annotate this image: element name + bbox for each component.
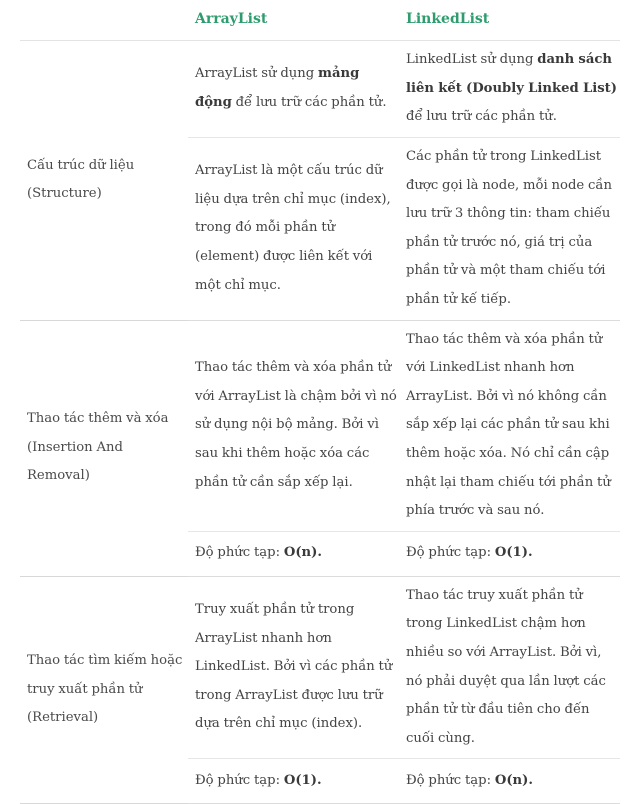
row-label-insertion: Thao tác thêm và xóa (Insertion And Removal) <box>20 320 188 576</box>
complexity-arraylist: Độ phức tạp: O(1). <box>188 759 399 804</box>
table-row <box>20 320 620 531</box>
table-header-row <box>20 0 620 41</box>
cell-linkedlist: Thao tác thêm và xóa phần tử với LinkedList nhanh hơn ArrayList. Bởi vì nó không cần sắp xếp lại các phần tử sau khi thêm hoặc xóa. Nó chỉ cần cập nhật lại tham chiếu tới phần tử phía trước và sau nó. <box>399 320 620 531</box>
cell-linkedlist: Các phần tử trong LinkedList được gọi là node, mỗi node cần lưu trữ 3 thông tin: tham chiếu phần tử trước nó, giá trị của phần tử và một tham chiếu tới phần tử kế tiếp. <box>399 138 620 321</box>
row-label-retrieval: Thao tác tìm kiếm hoặc truy xuất phần tử (Retrieval) <box>20 576 188 804</box>
cell-linkedlist: Thao tác truy xuất phần tử trong LinkedList chậm hơn nhiều so với ArrayList. Bởi vì, nó phải duyệt qua lần lượt các phần tử từ đầu tiên cho đến cuối cùng. <box>399 576 620 759</box>
header-arraylist: ArrayList <box>188 0 399 41</box>
cell-linkedlist: LinkedList sử dụng danh sách liên kết (Doubly Linked List) để lưu trữ các phần tử. <box>399 41 620 138</box>
row-label-structure: Cấu trúc dữ liệu (Structure) <box>20 41 188 321</box>
complexity-arraylist: Độ phức tạp: O(n). <box>188 531 399 576</box>
table-row <box>20 41 620 138</box>
complexity-linkedlist: Độ phức tạp: O(n). <box>399 759 620 804</box>
cell-arraylist: ArrayList sử dụng mảng động để lưu trữ các phần tử. <box>188 41 399 138</box>
comparison-table <box>20 0 620 804</box>
table-row <box>20 576 620 759</box>
header-linkedlist: LinkedList <box>399 0 620 41</box>
cell-arraylist: ArrayList là một cấu trúc dữ liệu dựa trên chỉ mục (index), trong đó mỗi phần tử (element) được liên kết với một chỉ mục. <box>188 138 399 321</box>
cell-arraylist: Thao tác thêm và xóa phần tử với ArrayList là chậm bởi vì nó sử dụng nội bộ mảng. Bởi vì sau khi thêm hoặc xóa các phần tử cần sắp xếp lại. <box>188 320 399 531</box>
complexity-linkedlist: Độ phức tạp: O(1). <box>399 531 620 576</box>
cell-arraylist: Truy xuất phần tử trong ArrayList nhanh hơn LinkedList. Bởi vì các phần tử trong ArrayList được lưu trữ dựa trên chỉ mục (index). <box>188 576 399 759</box>
header-empty <box>20 0 188 41</box>
